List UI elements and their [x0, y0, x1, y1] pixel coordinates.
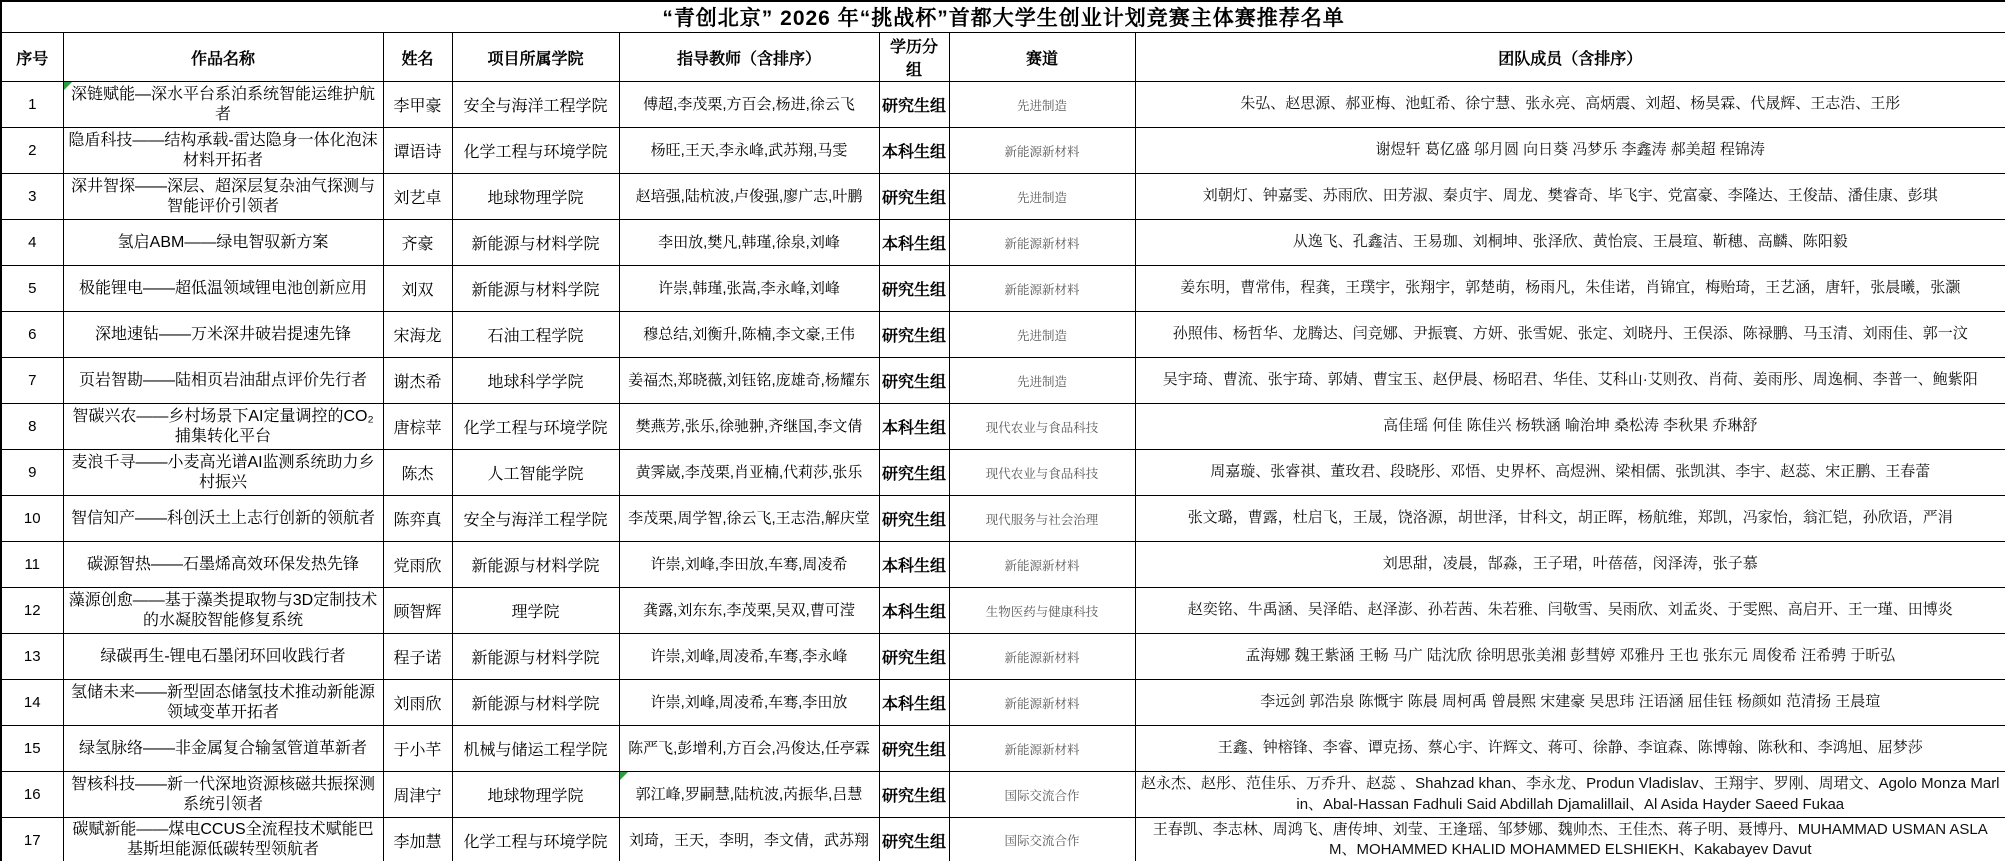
table-body [1, 82, 2005, 861]
project-name-cell[interactable]: 页岩智勘——陆相页岩油甜点评价先行者 [63, 358, 383, 404]
project-name-cell[interactable]: 氢启ABM——绿电智驭新方案 [63, 220, 383, 266]
college-cell[interactable]: 石油工程学院 [452, 312, 619, 358]
project-name-cell[interactable]: 藻源创愈——基于藻类提取物与3D定制技术的水凝胶智能修复系统 [63, 588, 383, 634]
team-members-cell[interactable]: 张文璐，曹露，杜启飞，王晟，饶洛源，胡世泽，甘科文，胡正晖，杨航维，郑凯，冯家怡，翁汇铠，孙欣语，严涓 [1135, 496, 2005, 542]
table-row [1, 772, 2005, 818]
table-row [1, 818, 2005, 861]
leader-name-cell[interactable]: 于小芊 [383, 726, 452, 772]
track-cell[interactable]: 新能源新材料 [949, 220, 1135, 266]
degree-group-cell[interactable]: 研究生组 [879, 174, 949, 220]
header-row [1, 33, 2005, 82]
team-members-cell[interactable]: 孙照伟、杨哲华、龙腾达、闫竞娜、尹振寰、方妍、张雪妮、张定、刘晓丹、王俣添、陈禄鹏、马玉清、刘雨佳、郭一汶 [1135, 312, 2005, 358]
row-number-cell[interactable]: 9 [1, 450, 63, 496]
leader-name-cell[interactable]: 周津宁 [383, 772, 452, 818]
cell-corner-flag-icon [620, 772, 628, 780]
advisors-cell[interactable]: 樊燕芳,张乐,徐驰翀,齐继国,李文倩 [619, 404, 879, 450]
row-number-cell[interactable]: 10 [1, 496, 63, 542]
college-cell[interactable]: 地球物理学院 [452, 174, 619, 220]
leader-name-cell[interactable]: 陈杰 [383, 450, 452, 496]
row-number-cell[interactable]: 5 [1, 266, 63, 312]
team-members-cell[interactable]: 赵永杰、赵彤、范佳乐、万乔升、赵蕊 、Shahzad khan、李永龙、Produn Vladislav、王翔宇、罗刚、周珺文、Agolo Monza Marlin、Abal-Hassan Fadhuli Said Abdillah Djamalillail、Al Asida Hayder Saeed Fukaa [1135, 772, 2005, 818]
table-row [1, 496, 2005, 542]
leader-name-cell[interactable]: 顾智辉 [383, 588, 452, 634]
row-number-cell[interactable]: 8 [1, 404, 63, 450]
track-cell[interactable]: 新能源新材料 [949, 680, 1135, 726]
team-members-cell[interactable]: 李远剑 郭浩泉 陈慨宇 陈晨 周柯禹 曾晨熙 宋建豪 吴思玮 汪语涵 屈佳钰 杨颜如 范清扬 王晨瑄 [1135, 680, 2005, 726]
college-cell[interactable]: 机械与储运工程学院 [452, 726, 619, 772]
college-cell[interactable]: 地球科学学院 [452, 358, 619, 404]
table-row [1, 404, 2005, 450]
table-row [1, 680, 2005, 726]
college-cell[interactable]: 新能源与材料学院 [452, 266, 619, 312]
row-number-cell[interactable]: 4 [1, 220, 63, 266]
college-cell[interactable]: 地球物理学院 [452, 772, 619, 818]
header-cell-college[interactable]: 项目所属学院 [452, 33, 619, 82]
project-name-cell[interactable]: 智碳兴农——乡村场景下AI定量调控的CO₂捕集转化平台 [63, 404, 383, 450]
degree-group-cell[interactable]: 本科生组 [879, 588, 949, 634]
team-members-cell[interactable]: 从逸飞、孔鑫洁、王易珈、刘桐坤、张泽欣、黄怡宸、王晨瑄、靳穗、高麟、陈阳毅 [1135, 220, 2005, 266]
table-row [1, 588, 2005, 634]
leader-name-cell[interactable]: 刘艺卓 [383, 174, 452, 220]
leader-name-cell[interactable]: 李甲豪 [383, 82, 452, 128]
project-name-cell[interactable]: 深链赋能—深水平台系泊系统智能运维护航者 [63, 82, 383, 128]
advisors-cell[interactable]: 许崇,刘峰,周凌希,车骞,李田放 [619, 680, 879, 726]
table-row [1, 450, 2005, 496]
project-name-cell[interactable]: 碳赋新能——煤电CCUS全流程技术赋能巴基斯坦能源低碳转型领航者 [63, 818, 383, 861]
college-cell[interactable]: 人工智能学院 [452, 450, 619, 496]
row-number-cell[interactable]: 12 [1, 588, 63, 634]
degree-group-cell[interactable]: 研究生组 [879, 818, 949, 861]
header-cell-no[interactable]: 序号 [1, 33, 63, 82]
header-cell-name[interactable]: 作品名称 [63, 33, 383, 82]
advisors-cell[interactable]: 陈严飞,彭增利,方百会,冯俊达,任亭霖 [619, 726, 879, 772]
track-cell[interactable]: 新能源新材料 [949, 726, 1135, 772]
degree-group-cell[interactable]: 本科生组 [879, 680, 949, 726]
advisors-cell[interactable]: 傅超,李茂栗,方百会,杨进,徐云飞 [619, 82, 879, 128]
row-number-cell[interactable]: 2 [1, 128, 63, 174]
header-cell-members[interactable]: 团队成员（含排序） [1135, 33, 2005, 82]
track-cell[interactable]: 生物医药与健康科技 [949, 588, 1135, 634]
degree-group-cell[interactable]: 研究生组 [879, 312, 949, 358]
table-row [1, 220, 2005, 266]
degree-group-cell[interactable]: 研究生组 [879, 358, 949, 404]
row-number-cell[interactable]: 15 [1, 726, 63, 772]
degree-group-cell[interactable]: 研究生组 [879, 496, 949, 542]
degree-group-cell[interactable]: 研究生组 [879, 266, 949, 312]
project-name-cell[interactable]: 隐盾科技——结构承载-雷达隐身一体化泡沫材料开拓者 [63, 128, 383, 174]
project-name-cell[interactable]: 深井智探——深层、超深层复杂油气探测与智能评价引领者 [63, 174, 383, 220]
header-cell-leader[interactable]: 姓名 [383, 33, 452, 82]
team-members-cell[interactable]: 姜东明，曹常伟，程龚，王璞宇，张翔宇，郭楚萌，杨雨凡，朱佳诺，肖锦宜，梅贻琦，王艺涵，唐轩，张晨曦，张灏 [1135, 266, 2005, 312]
team-members-cell[interactable]: 王鑫、钟榕锋、李睿、谭克扬、蔡心宇、许辉文、蒋可、徐静、李谊森、陈博翰、陈秋和、李鸿旭、屈梦莎 [1135, 726, 2005, 772]
degree-group-cell[interactable]: 本科生组 [879, 404, 949, 450]
advisors-cell[interactable]: 赵培强,陆杭波,卢俊强,廖广志,叶鹏 [619, 174, 879, 220]
title-row [1, 1, 2005, 33]
team-members-cell[interactable]: 朱弘、赵思源、郝亚梅、池虹希、徐宁慧、张永亮、高炳震、刘超、杨昊霖、代晟辉、王志浩、王彤 [1135, 82, 2005, 128]
table-row [1, 266, 2005, 312]
leader-name-cell[interactable]: 谢杰希 [383, 358, 452, 404]
advisors-cell[interactable]: 李茂栗,周学智,徐云飞,王志浩,解庆堂 [619, 496, 879, 542]
row-number-cell[interactable]: 3 [1, 174, 63, 220]
header-cell-advisors[interactable]: 指导教师（含排序） [619, 33, 879, 82]
table-row [1, 312, 2005, 358]
advisors-cell[interactable]: 穆总结,刘衡升,陈楠,李文豪,王伟 [619, 312, 879, 358]
team-members-cell[interactable]: 周嘉璇、张睿祺、董玫君、段晓彤、邓悟、史界杯、高煜洲、梁相儒、张凯淇、李宇、赵蕊、宋正鹏、王春蕾 [1135, 450, 2005, 496]
project-name-cell[interactable]: 碳源智热——石墨烯高效环保发热先锋 [63, 542, 383, 588]
degree-group-cell[interactable]: 研究生组 [879, 772, 949, 818]
advisors-cell[interactable]: 刘琦，王天，李明，李文倩，武苏翔 [619, 818, 879, 861]
table-row [1, 726, 2005, 772]
project-name-cell[interactable]: 麦浪千寻——小麦高光谱AI监测系统助力乡村振兴 [63, 450, 383, 496]
row-number-cell[interactable]: 7 [1, 358, 63, 404]
college-cell[interactable]: 新能源与材料学院 [452, 220, 619, 266]
degree-group-cell[interactable]: 本科生组 [879, 542, 949, 588]
row-number-cell[interactable]: 11 [1, 542, 63, 588]
track-cell[interactable]: 新能源新材料 [949, 128, 1135, 174]
advisors-cell[interactable]: 龚露,刘东东,李茂栗,吴双,曹可滢 [619, 588, 879, 634]
row-number-cell[interactable]: 13 [1, 634, 63, 680]
degree-group-cell[interactable]: 本科生组 [879, 128, 949, 174]
track-cell[interactable]: 先进制造 [949, 358, 1135, 404]
project-name-cell[interactable]: 智信知产——科创沃土上志行创新的领航者 [63, 496, 383, 542]
advisors-cell[interactable]: 黄霁崴,李茂栗,肖亚楠,代莉莎,张乐 [619, 450, 879, 496]
advisors-cell[interactable]: 姜福杰,郑晓薇,刘钰铭,庞雄奇,杨耀东 [619, 358, 879, 404]
degree-group-cell[interactable]: 研究生组 [879, 82, 949, 128]
track-cell[interactable]: 国际交流合作 [949, 772, 1135, 818]
college-cell[interactable]: 新能源与材料学院 [452, 634, 619, 680]
track-cell[interactable]: 现代农业与食品科技 [949, 404, 1135, 450]
team-members-cell[interactable]: 赵奕铭、牛禹涵、吴泽皓、赵泽澎、孙若茜、朱若雅、闫敬雪、吴雨欣、刘孟炎、于雯熙、高启开、王一瑾、田博炎 [1135, 588, 2005, 634]
team-members-cell[interactable]: 王春凯、李志林、周鸿飞、唐传坤、刘莹、王逢瑶、邹梦娜、魏帅杰、王佳杰、蒋子明、聂博丹、MUHAMMAD USMAN ASLAM、MOHAMMED KHALID MOHAMMED ELSHIEKH、Kakabayev Davut [1135, 818, 2005, 861]
table-title: “青创北京” 2026 年“挑战杯”首都大学生创业计划竞赛主体赛推荐名单 [1, 1, 2005, 33]
leader-name-cell[interactable]: 刘雨欣 [383, 680, 452, 726]
track-cell[interactable]: 现代农业与食品科技 [949, 450, 1135, 496]
row-number-cell[interactable]: 16 [1, 772, 63, 818]
college-cell[interactable]: 新能源与材料学院 [452, 542, 619, 588]
project-name-cell[interactable]: 智核科技——新一代深地资源核磁共振探测系统引领者 [63, 772, 383, 818]
table-row [1, 128, 2005, 174]
degree-group-cell[interactable]: 本科生组 [879, 220, 949, 266]
college-cell[interactable]: 化学工程与环境学院 [452, 404, 619, 450]
track-cell[interactable]: 先进制造 [949, 312, 1135, 358]
advisors-cell[interactable]: 杨旺,王天,李永峰,武苏翔,马雯 [619, 128, 879, 174]
leader-name-cell[interactable]: 党雨欣 [383, 542, 452, 588]
advisors-cell[interactable]: 许崇,刘峰,李田放,车骞,周凌希 [619, 542, 879, 588]
track-cell[interactable]: 国际交流合作 [949, 818, 1135, 861]
project-name-cell[interactable]: 绿氢脉络——非金属复合输氢管道革新者 [63, 726, 383, 772]
leader-name-cell[interactable]: 唐棕苹 [383, 404, 452, 450]
team-members-cell[interactable]: 孟海娜 魏王紫涵 王畅 马广 陆沈欣 徐明思张美湘 彭彗婷 邓雅丹 王也 张东元 周俊希 汪希骋 于昕弘 [1135, 634, 2005, 680]
leader-name-cell[interactable]: 程子诺 [383, 634, 452, 680]
leader-name-cell[interactable]: 刘双 [383, 266, 452, 312]
row-number-cell[interactable]: 17 [1, 818, 63, 861]
project-name-cell[interactable]: 深地速钻——万米深井破岩提速先锋 [63, 312, 383, 358]
degree-group-cell[interactable]: 研究生组 [879, 634, 949, 680]
leader-name-cell[interactable]: 陈弈真 [383, 496, 452, 542]
college-cell[interactable]: 安全与海洋工程学院 [452, 496, 619, 542]
leader-name-cell[interactable]: 李加慧 [383, 818, 452, 861]
track-cell[interactable]: 先进制造 [949, 174, 1135, 220]
table-row [1, 634, 2005, 680]
row-number-cell[interactable]: 1 [1, 82, 63, 128]
college-cell[interactable]: 新能源与材料学院 [452, 680, 619, 726]
team-members-cell[interactable]: 吴宇琦、曹流、张宇琦、郭婧、曹宝玉、赵伊晨、杨昭君、华佳、艾科山·艾则孜、肖荷、姜雨彤、周逸桐、李普一、鲍紫阳 [1135, 358, 2005, 404]
leader-name-cell[interactable]: 宋海龙 [383, 312, 452, 358]
project-name-cell[interactable]: 绿碳再生-锂电石墨闭环回收践行者 [63, 634, 383, 680]
track-cell[interactable]: 新能源新材料 [949, 266, 1135, 312]
leader-name-cell[interactable]: 谭语诗 [383, 128, 452, 174]
college-cell[interactable]: 安全与海洋工程学院 [452, 82, 619, 128]
track-cell[interactable]: 现代服务与社会治理 [949, 496, 1135, 542]
leader-name-cell[interactable]: 齐豪 [383, 220, 452, 266]
project-name-cell[interactable]: 氢储未来——新型固态储氢技术推动新能源领域变革开拓者 [63, 680, 383, 726]
header-cell-track[interactable]: 赛道 [949, 33, 1135, 82]
advisors-cell[interactable]: 李田放,樊凡,韩瑾,徐泉,刘峰 [619, 220, 879, 266]
track-cell[interactable]: 新能源新材料 [949, 542, 1135, 588]
table-row [1, 542, 2005, 588]
college-cell[interactable]: 化学工程与环境学院 [452, 128, 619, 174]
cell-corner-flag-icon [64, 82, 72, 90]
advisors-cell[interactable]: 许崇,刘峰,周凌希,车骞,李永峰 [619, 634, 879, 680]
table-row [1, 174, 2005, 220]
college-cell[interactable]: 理学院 [452, 588, 619, 634]
row-number-cell[interactable]: 6 [1, 312, 63, 358]
header-cell-group[interactable]: 学历分组 [879, 33, 949, 82]
degree-group-cell[interactable]: 研究生组 [879, 726, 949, 772]
table-row [1, 358, 2005, 404]
team-members-cell[interactable]: 刘朝灯、钟嘉雯、苏雨欣、田芳淑、秦贞宇、周龙、樊睿奇、毕飞宇、党富豪、李隆达、王俊喆、潘佳康、彭琪 [1135, 174, 2005, 220]
degree-group-cell[interactable]: 研究生组 [879, 450, 949, 496]
project-name-cell[interactable]: 极能锂电——超低温领域锂电池创新应用 [63, 266, 383, 312]
table-row [1, 82, 2005, 128]
row-number-cell[interactable]: 14 [1, 680, 63, 726]
team-members-cell[interactable]: 刘思甜，凌晨，郜淼，王子珺，叶蓓蓓，闵泽涛，张子慕 [1135, 542, 2005, 588]
track-cell[interactable]: 先进制造 [949, 82, 1135, 128]
team-members-cell[interactable]: 高佳瑶 何佳 陈佳兴 杨轶涵 喻治坤 桑松涛 李秋果 乔琳舒 [1135, 404, 2005, 450]
advisors-cell[interactable]: 郭江峰,罗嗣慧,陆杭波,芮振华,吕慧 [619, 772, 879, 818]
team-members-cell[interactable]: 谢煜轩 葛亿盛 邬月圆 向日葵 冯梦乐 李鑫涛 郝美超 程锦涛 [1135, 128, 2005, 174]
advisors-cell[interactable]: 许崇,韩瑾,张嵩,李永峰,刘峰 [619, 266, 879, 312]
track-cell[interactable]: 新能源新材料 [949, 634, 1135, 680]
college-cell[interactable]: 化学工程与环境学院 [452, 818, 619, 861]
